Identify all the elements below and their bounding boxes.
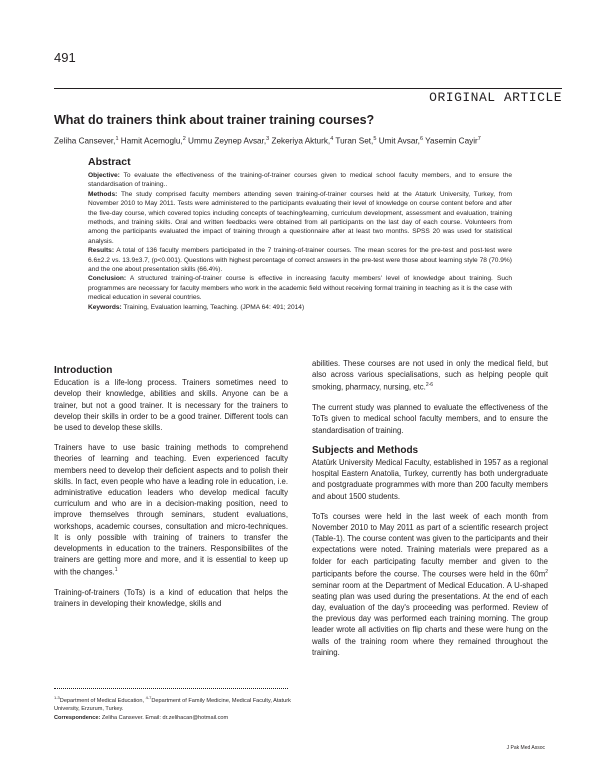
right-paragraph-1-text: abilities. These courses are not used in only the medical field, but also across various specialisations, such as helping people quit smoking, pharmacy, nursing, etc. <box>312 359 548 392</box>
intro-paragraph-3: Training-of-trainers (ToTs) is a kind of education that helps the trainers in developing their knowledge, skills and <box>54 588 288 609</box>
conclusion-label: Conclusion: <box>88 275 127 283</box>
citation-ref: 2-6 <box>425 382 434 389</box>
correspondence-label: Correspondence: <box>54 715 101 722</box>
keywords-label: Keywords: <box>88 303 122 311</box>
objective-label: Objective: <box>88 172 120 179</box>
superscript: 2 <box>545 568 548 575</box>
author-name: Zeliha Cansever, <box>54 136 116 146</box>
citation-ref: 1 <box>114 567 118 574</box>
abstract-heading: Abstract <box>88 156 131 168</box>
author-affiliation-sup: 1 <box>115 136 119 142</box>
abstract <box>88 156 512 312</box>
methods-paragraph-2-text-b: seminar room at the Department of Medical Education. A U-shaped seating plan was used during the presentations. At the end of each day, evaluation of the day's proceeding was performed. Review of the previous day was performed each training morning. The group leader wrote all activities on flip charts and these were hung on the walls of the training room where they remained throughout the training. <box>312 580 548 657</box>
affil-text-a: Department of Medical Education, <box>59 697 146 704</box>
right-paragraph-2: The current study was planned to evaluate the effectiveness of the ToTs given to medical school faculty members, and to ensure the standardisation of training. <box>312 403 548 435</box>
abstract-objective <box>88 171 512 190</box>
methods-label: Methods: <box>88 190 118 198</box>
header-rule <box>54 88 562 89</box>
affil-sup-2: 4-7 <box>145 695 152 700</box>
author-name: Yasemin Cayir <box>425 136 478 146</box>
author-name: Hamit Acemoglu, <box>120 136 183 146</box>
methods-paragraph-2 <box>312 511 548 658</box>
introduction-heading: Introduction <box>54 365 113 376</box>
affil-text-b: Department of Family Medicine, Medical Faculty, Ataturk University, Erzurum, Turkey. <box>54 697 291 713</box>
affiliations <box>54 694 294 714</box>
page-number: 491 <box>54 50 76 65</box>
intro-paragraph-1: Education is a life-long process. Trainers sometimes need to develop their knowledge, abilities and skills. Anyone can be a trainer, but not a good trainer. It is necessary for the trainers to develop their skills in order to be a good trainer. Different tools can be used to develop these skills. <box>54 378 288 433</box>
journal-name: J Pak Med Assoc <box>506 745 545 751</box>
objective-text: To evaluate the effectiveness of the training-of-trainer courses given to medical school faculty members, and to ensure the standardisation of training.. <box>88 172 512 189</box>
author-affiliation-sup: 5 <box>373 136 377 142</box>
abstract-results <box>88 246 512 274</box>
right-paragraph-1 <box>312 358 548 393</box>
intro-paragraph-2 <box>54 442 288 578</box>
author-list <box>54 136 574 146</box>
abstract-methods <box>88 190 512 246</box>
methods-paragraph-2-text-a: ToTs courses were held in the last week of each month from November 2010 to May 2011 as part of a scientific research project (Table-1). The course content was given to the participants and their expectations were noted. Training materials were prepared as a folder for each participating faculty member and given to the participants before the course. The courses were held in the 60m <box>312 511 548 579</box>
abstract-keywords <box>88 303 512 312</box>
abstract-conclusion <box>88 274 512 302</box>
keywords-text: Training, Evaluation learning, Teaching. (JPMA 64: 491; 2014) <box>121 303 305 311</box>
section-tag: ORIGINAL ARTICLE <box>429 90 562 105</box>
methods-paragraph-1: Atatürk University Medical Faculty, established in 1957 as a regional hospital Eastern Anatolia, Turkey, currently has both undergraduate and postgraduate programmes with more than 200 faculty members and about 1500 students. <box>312 458 548 501</box>
correspondence <box>54 714 294 723</box>
author-name: Turan Set, <box>335 136 374 146</box>
affil-sup: 1-3 <box>54 695 60 700</box>
author-name: Ummu Zeynep Avsar, <box>188 136 267 146</box>
intro-paragraph-2-text: Trainers have to use basic training methods to comprehend theories of learning and teaching. Even experienced faculty members need to develop their deficient aspects and to polish their skills. In fact, even people who have a leading role in education, i.e. administrative education leaders who develop medical faculty curriculum and who are in a decision-making position, need to improve themselves through seminars, student evaluations, workshops, academic courses, consultation and micro-techniques. It is only possible with training of trainers to transfer the developments in education to the trainers. Responsibilites of the trainers are getting more and more, and it is essential to keep up with the changes. <box>54 443 288 578</box>
correspondence-text: Zeliha Cansever. Email: dr.zelihacan@hotmail.com <box>100 715 229 722</box>
right-column <box>312 358 548 667</box>
article-title: What do trainers think about trainer training courses? <box>54 113 375 127</box>
methods-heading: Subjects and Methods <box>312 444 419 456</box>
left-column <box>54 365 288 619</box>
results-label: Results: <box>88 247 115 255</box>
author-affiliation-sup: 3 <box>266 136 270 142</box>
author-affiliation-sup: 6 <box>419 136 424 142</box>
author-affiliation-sup: 7 <box>477 136 481 142</box>
author-affiliation-sup: 4 <box>330 136 334 142</box>
methods-text: The study comprised faculty members attending seven training-of-trainer courses held at the Ataturk University, Turkey, from November 2010 to May 2011. Tests were administered to the participants evaluating their level of knowledge on course content before and after the five-day course, which covered topics including concepts of teaching/learning, curriculum development, assessment and evaluation, training methods, and training skills. Oral and written feedbacks were obtained from all participants on the last day of each course. Volunteers from among the participants evaluated the impact of training through a questionnaire after at least two months. SPSS 20 was used for statistical analysis. <box>88 190 512 245</box>
footnote-rule <box>54 688 288 689</box>
results-text: A total of 136 faculty members participated in the 7 training-of-trainer courses. The mean scores for the pre-test and post-test were 6.6±2.2 vs. 13.9±3.7, (p<0.001). Questions with highest percentage of correct answers in the pre-test were those about learning style 78 (70.9%) and the one about presentation skills (66.4%). <box>88 247 512 274</box>
author-affiliation-sup: 2 <box>182 136 186 142</box>
footnotes <box>54 694 294 723</box>
author-name: Umit Avsar, <box>378 136 420 146</box>
conclusion-text: A structured training-of-trainer course is effective in increasing faculty members' level of knowledge about training. Such programmes are necessary for faculty members who work in the academic field without receiving formal training in teaching as it is the case with medical education in several countries. <box>88 275 512 302</box>
author-name: Zekeriya Akturk, <box>271 136 331 146</box>
